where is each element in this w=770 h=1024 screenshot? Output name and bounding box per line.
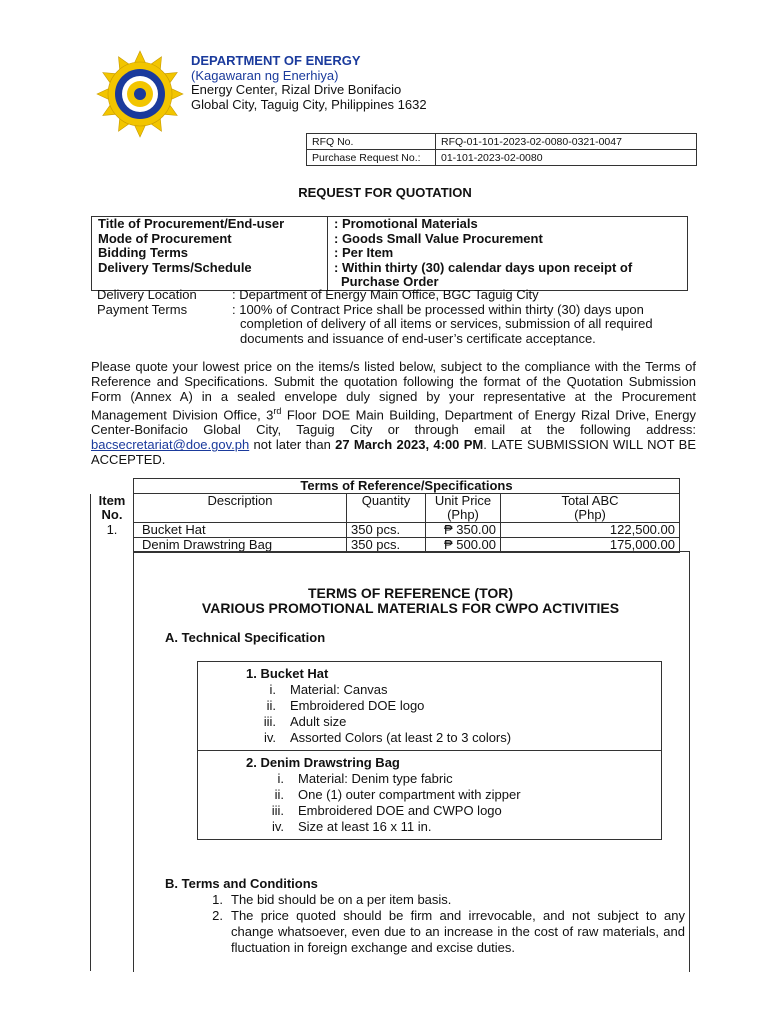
- email-link[interactable]: bacsecretariat@doe.gov.ph: [91, 437, 250, 453]
- list-num: iv.: [271, 819, 284, 834]
- list-item: [198, 819, 661, 835]
- rfq-info-table: [306, 133, 697, 166]
- section-a-heading: A. Technical Specification: [165, 630, 326, 645]
- header-total-abc-currency: (Php): [574, 507, 606, 522]
- location-key: Delivery Location: [97, 287, 197, 302]
- list-num: iv.: [263, 730, 276, 745]
- payment-key: Payment Terms: [97, 301, 188, 317]
- row-description: Denim Drawstring Bag: [134, 538, 347, 553]
- spec-title: 1. Bucket Hat: [246, 666, 329, 681]
- payment-value: [232, 303, 682, 347]
- letterhead: [191, 54, 427, 112]
- list-item: [198, 714, 661, 730]
- list-num: iii.: [271, 803, 284, 818]
- list-num: iii.: [263, 714, 276, 729]
- org-name: DEPARTMENT OF ENERGY: [191, 53, 361, 68]
- mode-value: : Goods Small Value Procurement: [328, 232, 688, 247]
- header-total-abc: [501, 494, 680, 523]
- procurement-terms-table: [91, 216, 688, 291]
- doe-seal-logo: [96, 50, 184, 138]
- list-item: [198, 698, 661, 714]
- specifications-table: [90, 478, 680, 553]
- table-caption: Terms of Reference/Specifications: [134, 479, 680, 494]
- header-no-label: No.: [101, 506, 123, 522]
- list-num: i.: [277, 771, 284, 786]
- list-item: [198, 682, 661, 698]
- spec-bucket-hat: [198, 662, 661, 750]
- org-subname: (Kagawaran ng Enerhiya): [191, 67, 339, 83]
- header-item-label: Item: [98, 492, 126, 508]
- instruction-paragraph: [91, 359, 696, 467]
- list-item: [198, 771, 661, 787]
- rfq-label: RFQ No.: [307, 134, 436, 150]
- document-title: REQUEST FOR QUOTATION: [298, 185, 472, 200]
- delivery-value: [328, 261, 688, 291]
- pr-label: Purchase Request No.:: [307, 150, 436, 166]
- list-text: Adult size: [290, 714, 347, 729]
- list-text: Assorted Colors (at least 2 to 3 colors): [290, 730, 512, 745]
- row-description: Bucket Hat: [134, 523, 347, 538]
- delivery-payment-terms: [97, 288, 682, 346]
- deadline: 27 March 2023, 4:00 PM: [335, 437, 484, 453]
- rfq-value: RFQ-01-101-2023-02-0080-0321-0047: [436, 134, 697, 150]
- row-total-abc: 122,500.00: [501, 523, 680, 538]
- row-quantity: 350 pcs.: [347, 523, 426, 538]
- mode-key: Mode of Procurement: [92, 232, 328, 247]
- header-description: Description: [134, 494, 347, 523]
- item-number: 1.: [91, 523, 134, 538]
- list-text: Material: Denim type fabric: [298, 771, 453, 786]
- list-num: ii.: [274, 787, 284, 802]
- section-b-heading: B. Terms and Conditions: [165, 876, 318, 891]
- row-unit-price: ₱ 500.00: [426, 538, 501, 553]
- table-corner: [91, 479, 134, 494]
- para-text-4: . LATE SUBMISSION WILL NOT BE ACCEPTED.: [91, 437, 696, 468]
- header-unit-price-label: Unit Price: [434, 493, 492, 508]
- row-total-abc: 175,000.00: [501, 538, 680, 553]
- delivery-key: Delivery Terms/Schedule: [92, 261, 328, 291]
- list-text: Material: Canvas: [290, 682, 388, 697]
- title-key: Title of Procurement/End-user: [92, 217, 328, 232]
- address-line-2: Global City, Taguig City, Philippines 1632: [191, 96, 427, 112]
- list-item: [165, 892, 685, 908]
- list-num: ii.: [266, 698, 276, 713]
- pr-value: 01-101-2023-02-0080: [436, 150, 697, 166]
- delivery-value-line2: Purchase Order: [341, 274, 439, 289]
- header-unit-price: [426, 494, 501, 523]
- section-b: [165, 876, 685, 956]
- row-unit-price: ₱ 350.00: [426, 523, 501, 538]
- header-unit-price-currency: (Php): [447, 507, 479, 522]
- list-item: [198, 730, 661, 746]
- list-text: Embroidered DOE logo: [290, 698, 425, 713]
- address-line-1: Energy Center, Rizal Drive Bonifacio: [191, 82, 402, 97]
- list-text: One (1) outer compartment with zipper: [298, 787, 521, 802]
- list-num: 2.: [212, 908, 223, 923]
- list-text: Size at least 16 x 11 in.: [298, 819, 432, 834]
- delivery-value-line1: : Within thirty (30) calendar days upon receipt of: [334, 259, 633, 275]
- header-quantity: Quantity: [347, 494, 426, 523]
- header-item: [91, 494, 134, 523]
- technical-spec-box: [197, 661, 662, 840]
- list-text: The bid should be on a per item basis.: [231, 892, 452, 907]
- para-text-1: Please quote your lowest price on the items/s listed below, subject to the compliance with the Terms of Reference and Specifications. Submit the quotation following the format of the Quotation Submission Form (Annex A) in a sealed envelope duly signed by your representative at the Procurement Management Division Office, 3: [91, 359, 696, 423]
- table-row: [91, 523, 680, 538]
- payment-value-line1: : 100% of Contract Price shall be processed within thirty (30) days upon: [232, 301, 644, 317]
- list-text: The price quoted should be firm and irrevocable, and not subject to any change whatsoever, even due to an increase in the cost of raw materials, and fluctuation in foreign exchange and excise duties.: [231, 908, 685, 955]
- row-quantity: 350 pcs.: [347, 538, 426, 553]
- title-value: : Promotional Materials: [328, 217, 688, 232]
- list-item: [165, 908, 685, 956]
- tor-heading-1: TERMS OF REFERENCE (TOR): [307, 585, 514, 601]
- list-num: 1.: [212, 892, 223, 907]
- list-item: [198, 803, 661, 819]
- payment-value-line2: completion of delivery of all items or services, submission of all required: [240, 316, 653, 331]
- para-text-2: Floor DOE Main Building, Department of Energy Rizal Drive, Energy Center-Bonifacio Global City, Taguig City or through email at the following address:: [91, 407, 696, 438]
- tor-heading-2: VARIOUS PROMOTIONAL MATERIALS FOR CWPO ACTIVITIES: [201, 600, 620, 616]
- list-num: i.: [269, 682, 276, 697]
- item-column-extension: [90, 551, 134, 971]
- para-sup: rd: [273, 406, 282, 416]
- spec-drawstring-bag: [198, 750, 661, 839]
- bidding-key: Bidding Terms: [92, 246, 328, 261]
- list-text: Embroidered DOE and CWPO logo: [298, 803, 502, 818]
- header-total-abc-label: Total ABC: [561, 493, 619, 508]
- spec-title: 2. Denim Drawstring Bag: [246, 755, 400, 770]
- list-item: [198, 787, 661, 803]
- location-value: : Department of Energy Main Office, BGC Taguig City: [232, 287, 539, 302]
- para-text-3: not later than: [249, 437, 336, 453]
- payment-value-line3: documents and issuance of end-user’s certificate acceptance.: [240, 330, 596, 346]
- bidding-value: : Per Item: [328, 246, 688, 261]
